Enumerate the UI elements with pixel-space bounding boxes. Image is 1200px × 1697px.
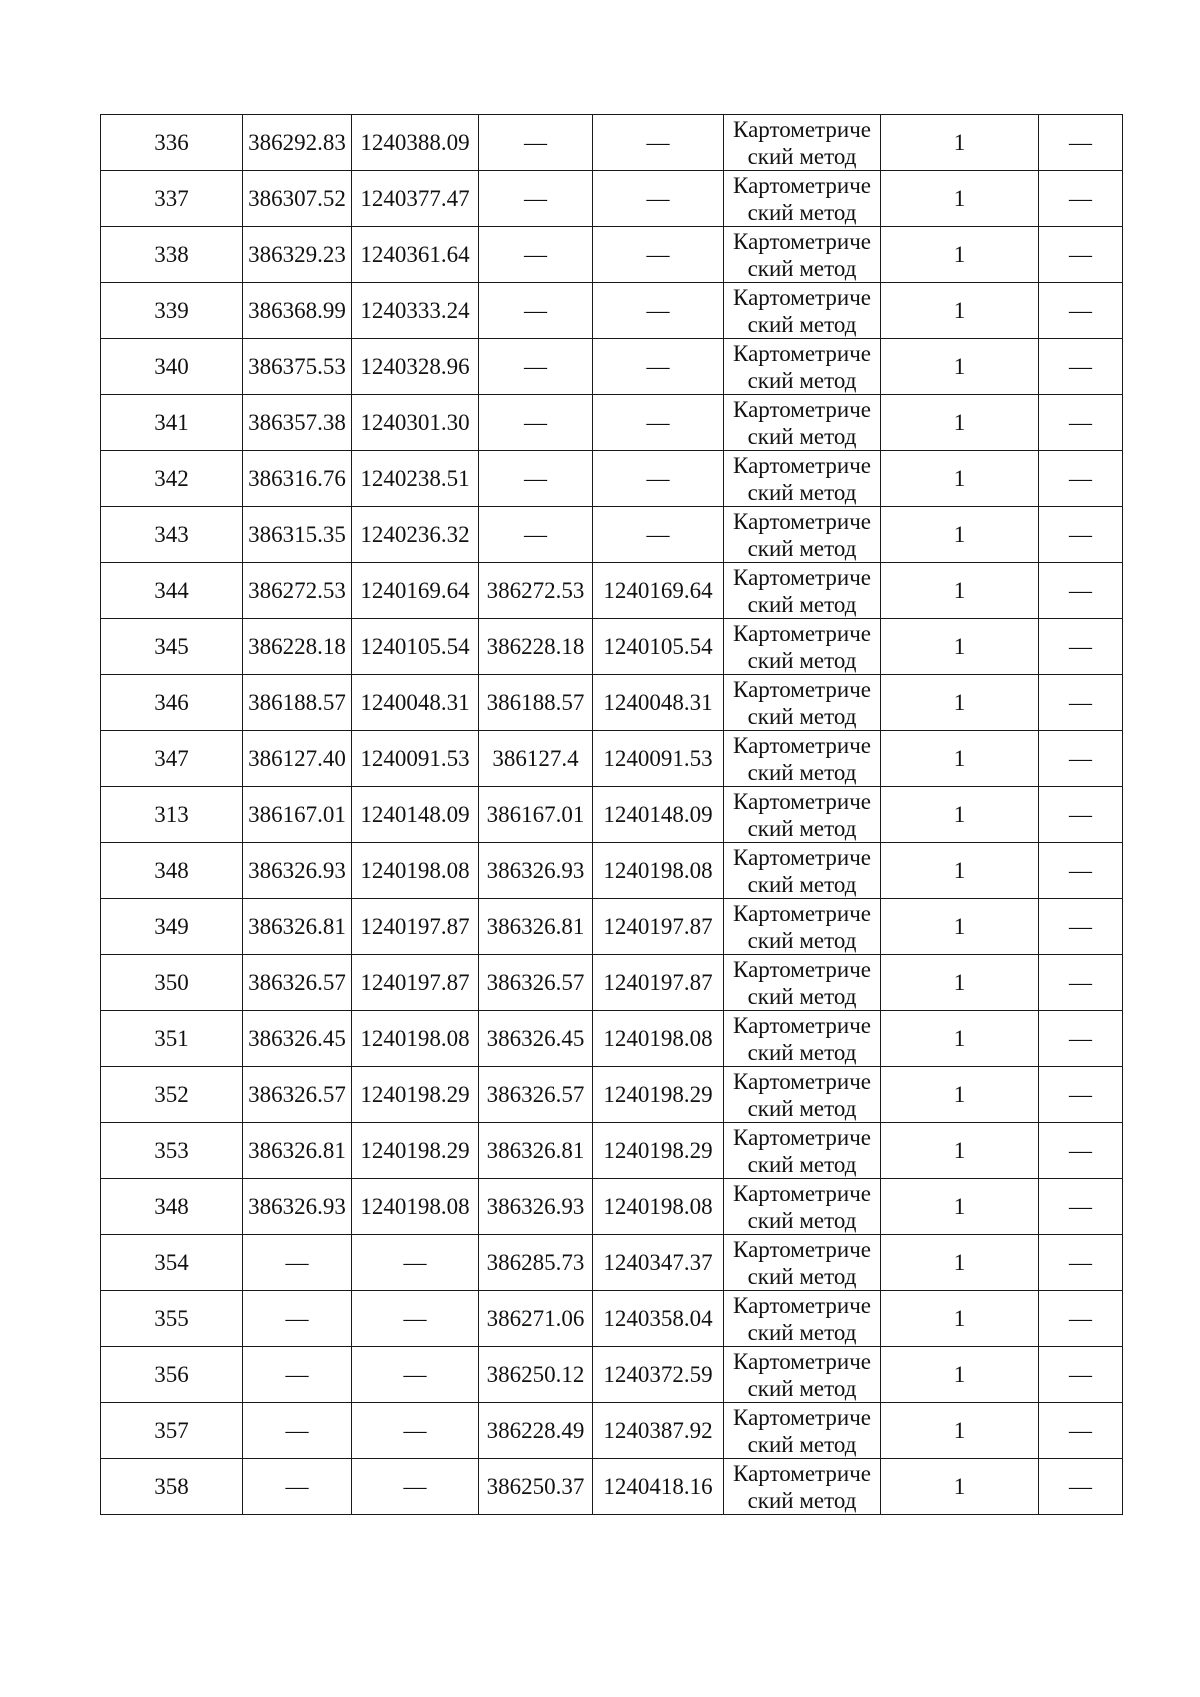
method-text-line: Картометриче <box>733 676 871 702</box>
x-coord-alt-cell: 386326.45 <box>479 1011 593 1067</box>
x-coord-alt-cell: 386271.06 <box>479 1291 593 1347</box>
method-text-line: Картометриче <box>733 172 871 198</box>
note-cell: — <box>1039 1179 1123 1235</box>
y-coord-alt-cell: 1240148.09 <box>593 787 724 843</box>
point-number-cell: 339 <box>101 283 243 339</box>
y-coord-cell: — <box>352 1347 479 1403</box>
y-coord-cell: 1240328.96 <box>352 339 479 395</box>
y-coord-cell: 1240197.87 <box>352 899 479 955</box>
method-cell <box>724 1179 881 1235</box>
x-coord-alt-cell: 386326.93 <box>479 843 593 899</box>
point-number-cell: 336 <box>101 115 243 171</box>
x-coord-alt-cell: 386272.53 <box>479 563 593 619</box>
point-number-cell: 343 <box>101 507 243 563</box>
method-text-line: ский метод <box>747 983 857 1009</box>
accuracy-cell: 1 <box>881 1235 1039 1291</box>
method-text-line: ский метод <box>747 1431 857 1457</box>
accuracy-cell: 1 <box>881 1403 1039 1459</box>
note-cell: — <box>1039 619 1123 675</box>
y-coord-alt-cell: — <box>593 171 724 227</box>
table-row <box>101 1067 1123 1123</box>
point-number-cell: 346 <box>101 675 243 731</box>
coordinates-table-body <box>101 115 1123 1515</box>
method-cell <box>724 1123 881 1179</box>
method-text-line: Картометриче <box>733 1180 871 1206</box>
x-coord-cell: 386326.93 <box>243 1179 352 1235</box>
method-cell <box>724 171 881 227</box>
y-coord-alt-cell: 1240372.59 <box>593 1347 724 1403</box>
x-coord-alt-cell: 386250.12 <box>479 1347 593 1403</box>
table-row <box>101 339 1123 395</box>
note-cell: — <box>1039 339 1123 395</box>
method-cell <box>724 1291 881 1347</box>
x-coord-alt-cell: 386228.18 <box>479 619 593 675</box>
method-text-line: Картометриче <box>733 1348 871 1374</box>
method-cell <box>724 843 881 899</box>
y-coord-cell: 1240198.08 <box>352 1179 479 1235</box>
method-cell <box>724 563 881 619</box>
y-coord-alt-cell: 1240198.08 <box>593 1179 724 1235</box>
method-cell <box>724 227 881 283</box>
y-coord-alt-cell: 1240105.54 <box>593 619 724 675</box>
point-number-cell: 348 <box>101 843 243 899</box>
table-row <box>101 1403 1123 1459</box>
y-coord-alt-cell: 1240048.31 <box>593 675 724 731</box>
accuracy-cell: 1 <box>881 1179 1039 1235</box>
method-cell <box>724 1235 881 1291</box>
table-row <box>101 1123 1123 1179</box>
note-cell: — <box>1039 115 1123 171</box>
method-text-line: ский метод <box>747 255 857 281</box>
table-row <box>101 1179 1123 1235</box>
x-coord-cell: 386292.83 <box>243 115 352 171</box>
accuracy-cell: 1 <box>881 843 1039 899</box>
note-cell: — <box>1039 1403 1123 1459</box>
x-coord-alt-cell: — <box>479 283 593 339</box>
method-cell <box>724 1067 881 1123</box>
method-text-line: ский метод <box>747 1207 857 1233</box>
table-row <box>101 1291 1123 1347</box>
method-text-line: Картометриче <box>733 844 871 870</box>
accuracy-cell: 1 <box>881 563 1039 619</box>
accuracy-cell: 1 <box>881 227 1039 283</box>
method-cell <box>724 507 881 563</box>
point-number-cell: 357 <box>101 1403 243 1459</box>
y-coord-cell: 1240236.32 <box>352 507 479 563</box>
method-text-line: Картометриче <box>733 340 871 366</box>
note-cell: — <box>1039 899 1123 955</box>
y-coord-cell: 1240333.24 <box>352 283 479 339</box>
y-coord-cell: 1240048.31 <box>352 675 479 731</box>
x-coord-cell: 386272.53 <box>243 563 352 619</box>
point-number-cell: 352 <box>101 1067 243 1123</box>
note-cell: — <box>1039 227 1123 283</box>
x-coord-alt-cell: 386326.57 <box>479 955 593 1011</box>
x-coord-cell: 386316.76 <box>243 451 352 507</box>
y-coord-cell: 1240198.29 <box>352 1123 479 1179</box>
method-text-line: Картометриче <box>733 1460 871 1486</box>
y-coord-cell: 1240361.64 <box>352 227 479 283</box>
accuracy-cell: 1 <box>881 171 1039 227</box>
x-coord-cell: 386326.81 <box>243 899 352 955</box>
method-text-line: Картометриче <box>733 620 871 646</box>
y-coord-cell: — <box>352 1403 479 1459</box>
y-coord-alt-cell: — <box>593 451 724 507</box>
x-coord-alt-cell: — <box>479 227 593 283</box>
point-number-cell: 345 <box>101 619 243 675</box>
method-cell <box>724 1459 881 1515</box>
table-row <box>101 1011 1123 1067</box>
table-row <box>101 171 1123 227</box>
point-number-cell: 356 <box>101 1347 243 1403</box>
y-coord-cell: 1240198.29 <box>352 1067 479 1123</box>
method-cell <box>724 451 881 507</box>
x-coord-alt-cell: 386250.37 <box>479 1459 593 1515</box>
method-text-line: ский метод <box>747 143 857 169</box>
y-coord-cell: 1240377.47 <box>352 171 479 227</box>
table-row <box>101 675 1123 731</box>
note-cell: — <box>1039 1459 1123 1515</box>
point-number-cell: 337 <box>101 171 243 227</box>
x-coord-cell: 386307.52 <box>243 171 352 227</box>
note-cell: — <box>1039 1347 1123 1403</box>
table-row <box>101 1347 1123 1403</box>
method-cell <box>724 675 881 731</box>
method-text-line: Картометриче <box>733 1236 871 1262</box>
table-row <box>101 283 1123 339</box>
y-coord-cell: 1240388.09 <box>352 115 479 171</box>
point-number-cell: 338 <box>101 227 243 283</box>
y-coord-alt-cell: 1240091.53 <box>593 731 724 787</box>
accuracy-cell: 1 <box>881 395 1039 451</box>
y-coord-alt-cell: 1240198.08 <box>593 1011 724 1067</box>
note-cell: — <box>1039 731 1123 787</box>
accuracy-cell: 1 <box>881 451 1039 507</box>
coordinates-table <box>100 114 1123 1515</box>
point-number-cell: 342 <box>101 451 243 507</box>
y-coord-alt-cell: 1240197.87 <box>593 899 724 955</box>
y-coord-cell: 1240301.30 <box>352 395 479 451</box>
point-number-cell: 340 <box>101 339 243 395</box>
y-coord-cell: — <box>352 1291 479 1347</box>
y-coord-alt-cell: 1240347.37 <box>593 1235 724 1291</box>
method-text-line: ский метод <box>747 423 857 449</box>
method-text-line: ский метод <box>747 1095 857 1121</box>
x-coord-cell: 386326.57 <box>243 1067 352 1123</box>
accuracy-cell: 1 <box>881 1459 1039 1515</box>
method-text-line: Картометриче <box>733 116 871 142</box>
note-cell: — <box>1039 1235 1123 1291</box>
method-text-line: ский метод <box>747 703 857 729</box>
x-coord-alt-cell: 386285.73 <box>479 1235 593 1291</box>
accuracy-cell: 1 <box>881 899 1039 955</box>
method-text-line: ский метод <box>747 871 857 897</box>
x-coord-cell: 386326.45 <box>243 1011 352 1067</box>
y-coord-alt-cell: 1240358.04 <box>593 1291 724 1347</box>
point-number-cell: 349 <box>101 899 243 955</box>
x-coord-cell: 386326.93 <box>243 843 352 899</box>
y-coord-alt-cell: — <box>593 227 724 283</box>
y-coord-alt-cell: 1240418.16 <box>593 1459 724 1515</box>
method-text-line: Картометриче <box>733 788 871 814</box>
table-row <box>101 955 1123 1011</box>
method-text-line: ский метод <box>747 1487 857 1513</box>
x-coord-cell: 386375.53 <box>243 339 352 395</box>
y-coord-alt-cell: — <box>593 339 724 395</box>
table-row <box>101 843 1123 899</box>
method-text-line: Картометриче <box>733 228 871 254</box>
x-coord-cell: — <box>243 1459 352 1515</box>
note-cell: — <box>1039 507 1123 563</box>
point-number-cell: 341 <box>101 395 243 451</box>
x-coord-cell: 386326.57 <box>243 955 352 1011</box>
x-coord-alt-cell: — <box>479 395 593 451</box>
note-cell: — <box>1039 451 1123 507</box>
method-cell <box>724 1403 881 1459</box>
note-cell: — <box>1039 283 1123 339</box>
y-coord-cell: 1240198.08 <box>352 843 479 899</box>
method-cell <box>724 731 881 787</box>
method-text-line: Картометриче <box>733 1124 871 1150</box>
y-coord-cell: 1240198.08 <box>352 1011 479 1067</box>
point-number-cell: 348 <box>101 1179 243 1235</box>
point-number-cell: 358 <box>101 1459 243 1515</box>
y-coord-alt-cell: 1240197.87 <box>593 955 724 1011</box>
method-text-line: Картометриче <box>733 564 871 590</box>
method-text-line: ский метод <box>747 1039 857 1065</box>
table-row <box>101 1459 1123 1515</box>
accuracy-cell: 1 <box>881 339 1039 395</box>
x-coord-alt-cell: — <box>479 115 593 171</box>
x-coord-cell: — <box>243 1403 352 1459</box>
accuracy-cell: 1 <box>881 1067 1039 1123</box>
method-cell <box>724 955 881 1011</box>
table-row <box>101 115 1123 171</box>
note-cell: — <box>1039 1067 1123 1123</box>
method-cell <box>724 787 881 843</box>
note-cell: — <box>1039 395 1123 451</box>
accuracy-cell: 1 <box>881 1011 1039 1067</box>
x-coord-cell: 386326.81 <box>243 1123 352 1179</box>
method-text-line: ский метод <box>747 367 857 393</box>
y-coord-alt-cell: 1240169.64 <box>593 563 724 619</box>
table-row <box>101 227 1123 283</box>
method-text-line: ский метод <box>747 815 857 841</box>
y-coord-cell: 1240148.09 <box>352 787 479 843</box>
table-row <box>101 395 1123 451</box>
x-coord-alt-cell: 386326.81 <box>479 899 593 955</box>
note-cell: — <box>1039 955 1123 1011</box>
note-cell: — <box>1039 787 1123 843</box>
x-coord-cell: 386357.38 <box>243 395 352 451</box>
x-coord-alt-cell: 386167.01 <box>479 787 593 843</box>
method-text-line: ский метод <box>747 199 857 225</box>
x-coord-cell: — <box>243 1347 352 1403</box>
accuracy-cell: 1 <box>881 507 1039 563</box>
x-coord-cell: 386188.57 <box>243 675 352 731</box>
point-number-cell: 350 <box>101 955 243 1011</box>
y-coord-cell: 1240238.51 <box>352 451 479 507</box>
x-coord-alt-cell: — <box>479 171 593 227</box>
method-cell <box>724 1347 881 1403</box>
method-cell <box>724 395 881 451</box>
method-text-line: ский метод <box>747 927 857 953</box>
note-cell: — <box>1039 843 1123 899</box>
table-row <box>101 619 1123 675</box>
table-row <box>101 1235 1123 1291</box>
y-coord-alt-cell: 1240198.08 <box>593 843 724 899</box>
accuracy-cell: 1 <box>881 675 1039 731</box>
y-coord-alt-cell: 1240198.29 <box>593 1067 724 1123</box>
method-text-line: ский метод <box>747 311 857 337</box>
method-text-line: Картометриче <box>733 900 871 926</box>
x-coord-alt-cell: 386188.57 <box>479 675 593 731</box>
y-coord-cell: 1240197.87 <box>352 955 479 1011</box>
accuracy-cell: 1 <box>881 1347 1039 1403</box>
x-coord-alt-cell: — <box>479 339 593 395</box>
accuracy-cell: 1 <box>881 731 1039 787</box>
x-coord-alt-cell: — <box>479 451 593 507</box>
method-cell <box>724 1011 881 1067</box>
y-coord-cell: 1240169.64 <box>352 563 479 619</box>
table-row <box>101 731 1123 787</box>
point-number-cell: 351 <box>101 1011 243 1067</box>
method-text-line: Картометриче <box>733 1012 871 1038</box>
table-row <box>101 507 1123 563</box>
method-text-line: ский метод <box>747 1375 857 1401</box>
point-number-cell: 353 <box>101 1123 243 1179</box>
note-cell: — <box>1039 675 1123 731</box>
note-cell: — <box>1039 563 1123 619</box>
x-coord-alt-cell: 386326.93 <box>479 1179 593 1235</box>
y-coord-alt-cell: — <box>593 283 724 339</box>
x-coord-cell: 386228.18 <box>243 619 352 675</box>
method-text-line: Картометриче <box>733 452 871 478</box>
y-coord-cell: 1240091.53 <box>352 731 479 787</box>
note-cell: — <box>1039 1123 1123 1179</box>
table-row <box>101 899 1123 955</box>
method-text-line: ский метод <box>747 1319 857 1345</box>
x-coord-alt-cell: 386326.81 <box>479 1123 593 1179</box>
x-coord-alt-cell: 386127.4 <box>479 731 593 787</box>
method-cell <box>724 899 881 955</box>
accuracy-cell: 1 <box>881 283 1039 339</box>
x-coord-cell: 386127.40 <box>243 731 352 787</box>
method-cell <box>724 339 881 395</box>
x-coord-alt-cell: 386228.49 <box>479 1403 593 1459</box>
method-text-line: ский метод <box>747 1151 857 1177</box>
method-text-line: ский метод <box>747 1263 857 1289</box>
accuracy-cell: 1 <box>881 787 1039 843</box>
y-coord-alt-cell: — <box>593 507 724 563</box>
method-text-line: ский метод <box>747 535 857 561</box>
accuracy-cell: 1 <box>881 955 1039 1011</box>
point-number-cell: 354 <box>101 1235 243 1291</box>
point-number-cell: 344 <box>101 563 243 619</box>
method-text-line: ский метод <box>747 479 857 505</box>
table-row <box>101 563 1123 619</box>
y-coord-cell: — <box>352 1235 479 1291</box>
y-coord-cell: 1240105.54 <box>352 619 479 675</box>
x-coord-cell: 386329.23 <box>243 227 352 283</box>
method-text-line: Картометриче <box>733 508 871 534</box>
note-cell: — <box>1039 1011 1123 1067</box>
x-coord-cell: 386368.99 <box>243 283 352 339</box>
y-coord-alt-cell: — <box>593 115 724 171</box>
x-coord-cell: — <box>243 1235 352 1291</box>
point-number-cell: 313 <box>101 787 243 843</box>
table-row <box>101 451 1123 507</box>
method-text-line: ский метод <box>747 647 857 673</box>
y-coord-alt-cell: 1240198.29 <box>593 1123 724 1179</box>
point-number-cell: 347 <box>101 731 243 787</box>
x-coord-alt-cell: 386326.57 <box>479 1067 593 1123</box>
note-cell: — <box>1039 171 1123 227</box>
method-text-line: Картометриче <box>733 1292 871 1318</box>
method-text-line: Картометриче <box>733 1404 871 1430</box>
method-text-line: Картометриче <box>733 1068 871 1094</box>
method-text-line: ский метод <box>747 759 857 785</box>
point-number-cell: 355 <box>101 1291 243 1347</box>
x-coord-cell: 386167.01 <box>243 787 352 843</box>
method-cell <box>724 115 881 171</box>
x-coord-cell: — <box>243 1291 352 1347</box>
method-text-line: Картометриче <box>733 396 871 422</box>
method-text-line: ский метод <box>747 591 857 617</box>
method-text-line: Картометриче <box>733 956 871 982</box>
method-cell <box>724 619 881 675</box>
accuracy-cell: 1 <box>881 115 1039 171</box>
accuracy-cell: 1 <box>881 1291 1039 1347</box>
note-cell: — <box>1039 1291 1123 1347</box>
y-coord-alt-cell: 1240387.92 <box>593 1403 724 1459</box>
method-text-line: Картометриче <box>733 284 871 310</box>
accuracy-cell: 1 <box>881 1123 1039 1179</box>
method-cell <box>724 283 881 339</box>
x-coord-alt-cell: — <box>479 507 593 563</box>
x-coord-cell: 386315.35 <box>243 507 352 563</box>
y-coord-cell: — <box>352 1459 479 1515</box>
method-text-line: Картометриче <box>733 732 871 758</box>
table-row <box>101 787 1123 843</box>
accuracy-cell: 1 <box>881 619 1039 675</box>
y-coord-alt-cell: — <box>593 395 724 451</box>
